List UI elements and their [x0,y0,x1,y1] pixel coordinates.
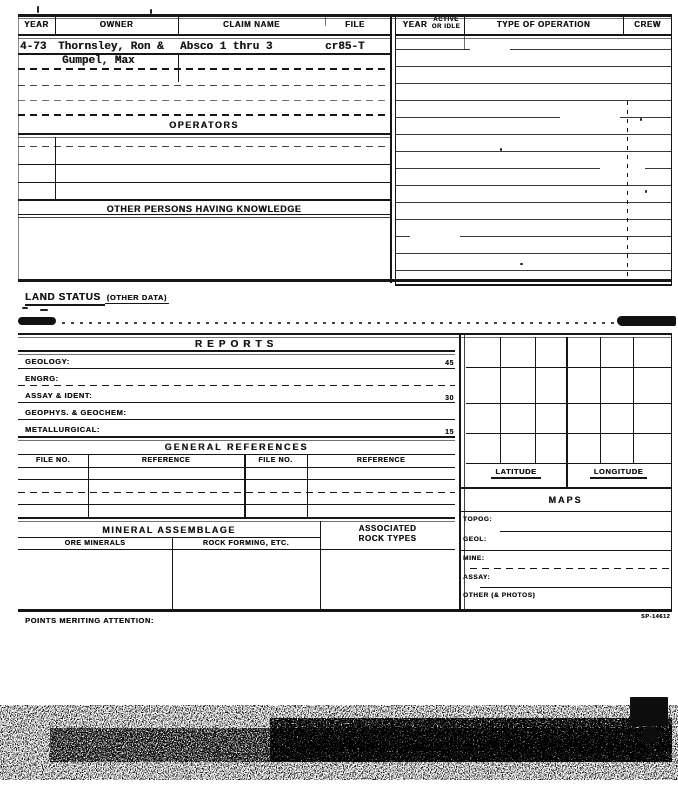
maps-row-other-photos: OTHER (& PHOTOS) [463,592,536,599]
rule [18,18,672,19]
col-header-claim-name: CLAIM NAME [222,20,281,29]
rule [55,137,56,199]
rule [244,454,246,517]
col-header-year: YEAR [24,20,49,29]
longitude-text: LONGITUDE [590,467,648,479]
land-status-title: LAND STATUS [25,292,105,306]
rule [55,16,56,34]
rule [18,337,672,338]
speck [645,190,647,193]
longitude-label [566,467,671,479]
rule [459,550,672,551]
rule [466,403,671,404]
report-row-engrg: ENGRG: [25,374,59,383]
claim-row-file: cr85-T [325,41,365,53]
col-header-active-idle [428,17,464,30]
rule [325,16,326,26]
rule [18,354,455,355]
speck [40,309,48,311]
claim-row-owner: Thornsley, Ron & [58,41,164,53]
rule [18,492,455,493]
rule [18,53,390,55]
rule [466,463,671,464]
rule [18,440,455,441]
active-line2: OR IDLE [431,23,461,30]
scan-gap [560,116,620,119]
rule [480,587,672,588]
speck [640,118,642,121]
maps-row-topog: TOPOG: [463,516,493,523]
general-references-title: GENERAL REFERENCES [164,442,309,452]
rule [466,433,671,434]
operators-title: OPERATORS [169,120,239,130]
rule [18,217,390,218]
maps-row-mine: MINE: [463,555,485,562]
land-status-subtitle: (OTHER DATA) [106,293,167,302]
scanner-noise [0,690,678,811]
rule [18,146,390,147]
rule [18,214,390,215]
col-header-type-of-operation: TYPE OF OPERATION [496,20,591,29]
speck [500,148,502,151]
active-line1: ACTIVE [433,17,459,23]
rule [18,68,390,70]
col-header-reference-2: REFERENCE [356,457,406,464]
report-row-assay: ASSAY & IDENT: [25,391,93,400]
rule [395,284,672,286]
rule [88,454,89,517]
noise-heavy [270,718,672,762]
maps-title: MAPS [548,495,583,505]
speck [22,307,28,309]
rule [500,337,501,463]
rule [459,487,672,489]
claim-row-claim-name: Absco 1 thru 3 [180,41,273,53]
rule [307,454,308,517]
land-status-heading [25,287,169,306]
rule [500,531,672,532]
rule [390,14,392,283]
rule [464,33,465,50]
ink-blot [641,727,659,743]
rule [466,367,671,368]
rule [459,511,672,512]
rule [600,337,601,463]
reports-title: REPORTS [194,339,279,350]
rule [18,479,455,480]
rule [178,16,179,34]
rule [18,133,390,135]
scan-gap [410,235,460,238]
speck [520,263,523,265]
rule [18,137,390,138]
rule [18,34,390,36]
latitude-label [466,467,566,479]
report-row-geology: GEOLOGY: [25,357,70,366]
rule [470,568,672,569]
rule [172,537,173,609]
associated-rock-types-line2: ROCK TYPES [358,534,417,543]
margin-number-45: 45 [445,360,454,367]
rule [18,38,390,39]
rule [18,368,455,369]
rule [18,164,390,165]
rule [18,14,672,17]
rule [464,333,465,610]
rule [535,337,536,463]
maps-row-geol: GEOL: [463,536,487,543]
rule [18,467,455,468]
col-header-ore-minerals: ORE MINERALS [64,540,126,547]
points-meriting-attention-label: POINTS MERITING ATTENTION: [25,616,154,625]
scan-gap [600,167,645,170]
noise-core [300,742,645,751]
other-persons-title: OTHER PERSONS HAVING KNOWLEDGE [106,204,302,214]
rule [18,504,455,505]
col-header-file-no-2: FILE NO. [258,457,293,464]
rule [459,333,461,610]
ink-smudge [18,317,56,325]
rule [18,182,390,183]
rule [18,114,390,116]
scan-gap [470,48,510,51]
rule [566,337,568,487]
rule [18,279,672,282]
maps-row-assay: ASSAY: [463,574,491,581]
rule [18,549,455,550]
rule [18,454,455,455]
rule [18,333,672,335]
rule [62,322,618,324]
rule [18,436,455,438]
speck [37,6,39,13]
associated-rock-types-line1: ASSOCIATED [358,524,417,533]
col-header-rock-forming: ROCK FORMING, ETC. [202,540,290,547]
rule [18,85,390,86]
rule [178,54,179,82]
rule [18,350,455,352]
margin-number-15: 15 [445,429,454,436]
rule [18,521,455,522]
col-header-owner: OWNER [99,20,134,29]
col-header-file-no-1: FILE NO. [35,457,71,464]
form-number: SP-14612 [641,614,671,620]
latitude-text: LATITUDE [491,467,540,479]
margin-number-30: 30 [445,395,454,402]
speck [150,9,152,14]
rule [18,385,455,386]
rule [18,100,390,101]
rule [18,517,455,519]
rule [18,419,455,420]
ink-smudge [617,316,676,326]
rule [18,402,455,403]
rule [18,199,390,201]
col-header-reference-1: REFERENCE [141,457,191,464]
claim-row-owner-2: Gumpel, Max [62,55,135,67]
rule [18,609,672,612]
rule [633,337,634,463]
mineral-assemblage-title: MINERAL ASSEMBLAGE [102,525,236,535]
report-row-metallurgical: METALLURGICAL: [25,425,100,434]
col-header-crew: CREW [634,20,661,29]
col-header-op-year: YEAR [402,20,428,29]
rule [627,101,628,279]
black-square-mark [630,697,668,726]
rule [18,537,320,538]
report-row-geophys: GEOPHYS. & GEOCHEM: [25,408,127,417]
col-header-file: FILE [345,20,365,29]
claim-row-year: 4-73 [20,41,47,53]
